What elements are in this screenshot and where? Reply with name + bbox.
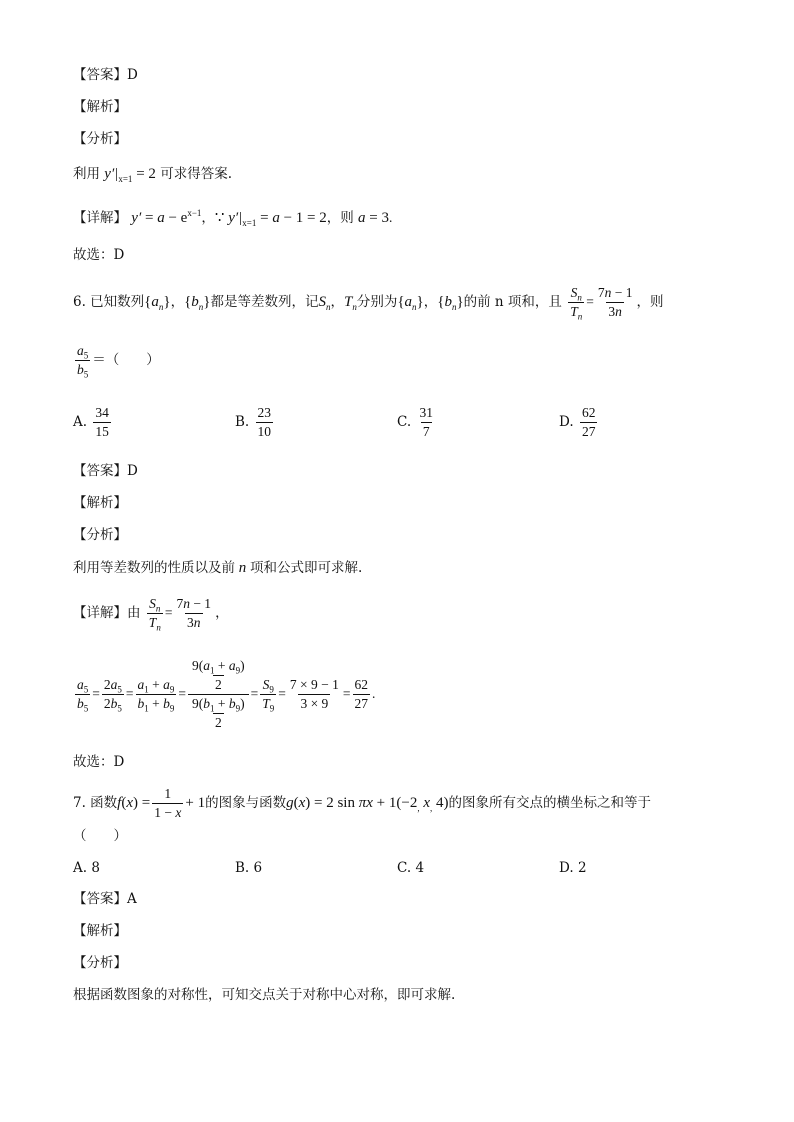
q6-seq-a: $\{a_n\}$ — [144, 294, 171, 312]
q5-choice: 故选：D — [73, 247, 125, 263]
q7-option-c[interactable]: C. 4 — [397, 860, 425, 876]
q5-result-formula: a = 3 — [358, 210, 390, 226]
q7-analysis-heading: 【解析】 — [73, 923, 127, 939]
q6-stem: 6. 已知数列$\{a_n\}$，$\{b_n\}$都是等差数列，记$S_n$，$T_n$分别为$\{a_n\}$，$\{b_n\}$的前 n 项和，且 $\frac{S_n}{T_n}$ = $\frac{7n - 1}{3n}$ ，则 — [73, 285, 664, 322]
q7-option-b[interactable]: B. 6 — [235, 860, 263, 876]
q6-options — [73, 405, 713, 449]
q5-analysis-heading: 【解析】 — [73, 99, 127, 115]
q7-blank: （ ） — [73, 828, 127, 844]
q5-detail-line: 【详解】 $y' = a - e^{x-1}$，∵ $y'|_{x=1} = a - 1 = 2$，则 a = 3. — [73, 208, 393, 228]
q6-analysis-heading: 【解析】 — [73, 495, 127, 511]
q6-ratio-fraction: $\frac{S_n}{T_n}$ — [570, 285, 583, 322]
q6-answer: 【答案】D — [73, 463, 138, 479]
q6-option-d[interactable]: D. $\frac{62}{27}$ — [559, 405, 596, 439]
q6-derivation: $\frac{a_5}{b_5}$ = $\frac{2a_5}{2b_5}$ = $\frac{a_1 + a_9}{b_1 + b_9}$ = $\frac{\frac{9(a_1 + a_9)}{2}}{\frac{9(b_1 + b_9)}{2}}$ = $\frac{S_9}{T_9}$ = $\frac{7 \times 9 - 1}{3 \times 9}$ = $\frac{62}{27}$ . — [77, 658, 376, 730]
q6-compound-fraction: $\frac{\frac{9(a_1 + a_9)}{2}}{\frac{9(b_1 + b_9)}{2}}$ — [188, 658, 249, 731]
q6-choice: 故选：D — [73, 754, 125, 770]
q5-eval-formula: ∵ $y'|_{x=1} = a - 1 = 2$ — [214, 210, 327, 228]
q7-option-d[interactable]: D. 2 — [559, 860, 587, 876]
q7-option-a[interactable]: A. 8 — [73, 860, 100, 876]
q6-seq-b: $\{b_n\}$ — [184, 294, 211, 312]
q6-option-a[interactable]: A. $\frac{34}{15}$ — [73, 405, 109, 439]
q7-stem: 7. 函数f(x) = $\frac{1}{1 - x}$ + 1的图象与函数g(x) = 2 $\sin \pi x + 1(-2_,$ $x_,$ 4)的图象所有交点的横坐标之和等于 — [73, 786, 651, 820]
q6-target: $\frac{a_5}{b_5}$ ＝（ ） — [77, 343, 160, 380]
q6-option-c[interactable]: C. $\frac{31}{7}$ — [397, 405, 433, 439]
q6-option-b[interactable]: B. $\frac{23}{10}$ — [235, 405, 272, 439]
q6-method-line: 利用等差数列的性质以及前 n 项和公式即可求解. — [73, 560, 363, 576]
q7-answer: 【答案】A — [73, 891, 137, 907]
q5-method-formula: $y'|_{x=1} = 2$ — [104, 166, 156, 184]
q5-answer: 【答案】D — [73, 67, 138, 83]
q7-function-g: g(x) = 2 $\sin \pi x + 1(-2_,$ $x_,$ 4) — [286, 795, 449, 813]
q7-method-line: 根据函数图象的对称性，可知交点关于对称中心对称，即可求解. — [73, 987, 456, 1003]
q7-function-f: f(x) = — [117, 795, 151, 811]
q6-target-fraction: $\frac{a_5}{b_5}$ — [77, 343, 89, 380]
q6-method-heading: 【分析】 — [73, 527, 127, 543]
q6-sum-t: $T_n$ — [343, 294, 357, 312]
q5-method-line: 利用 $y'|_{x=1} = 2$ 可求得答案. — [73, 166, 232, 184]
q5-derivative-formula: $y' = a - e^{x-1}$ — [131, 208, 202, 226]
q6-detail-line: 【详解】由 $\frac{S_n}{T_n}$ = $\frac{7n - 1}{3n}$ ， — [73, 596, 229, 633]
q7-options — [73, 859, 713, 879]
q6-sum-s: $S_n$ — [318, 294, 331, 312]
q7-method-heading: 【分析】 — [73, 955, 127, 971]
q5-method-heading: 【分析】 — [73, 131, 127, 147]
